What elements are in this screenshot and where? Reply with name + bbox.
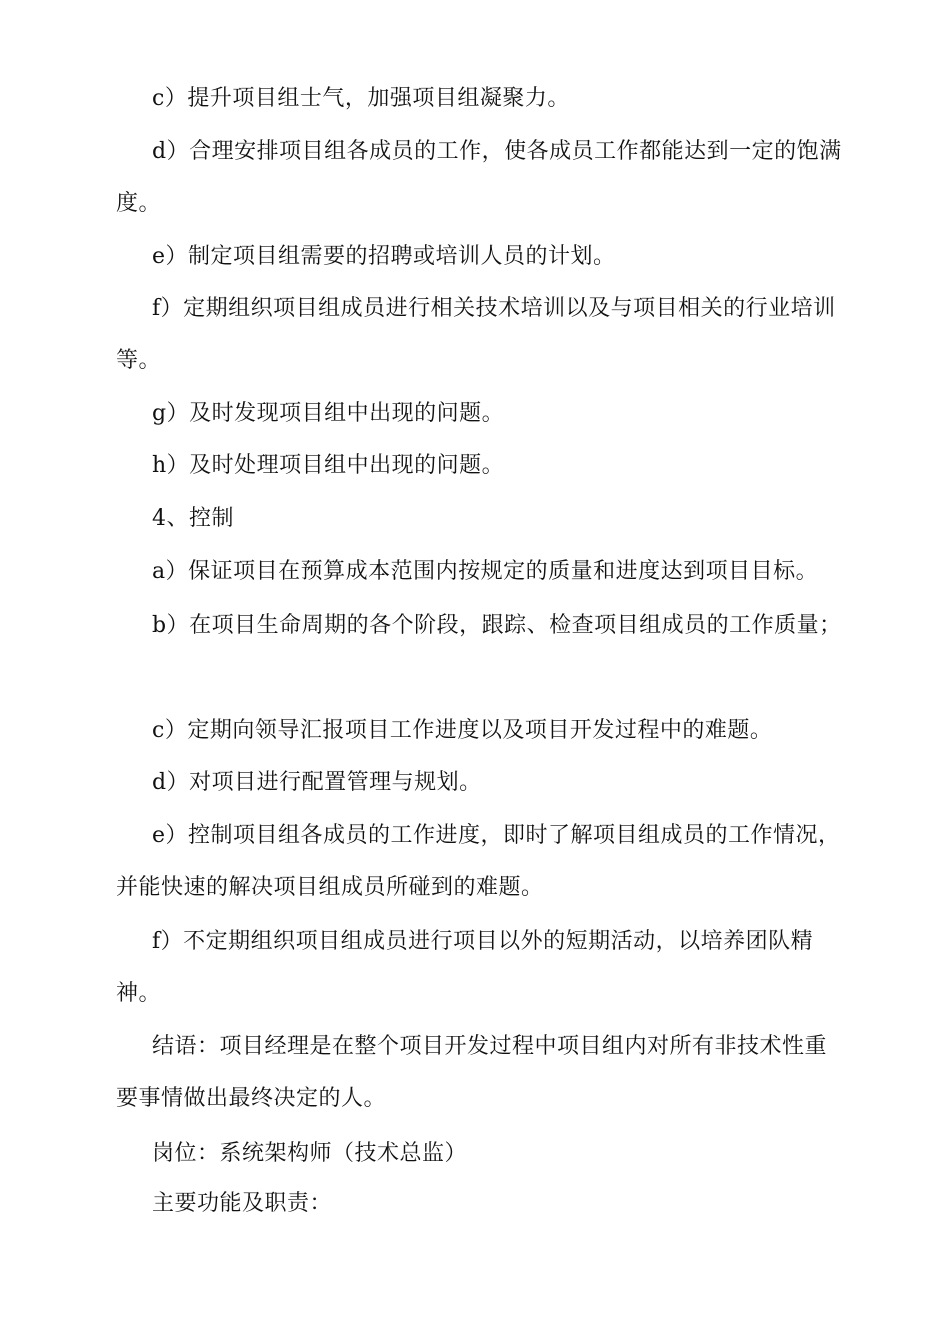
paragraph-a-budget-goal: a）保证项目在预算成本范围内按规定的质量和进度达到项目目标。 — [152, 559, 819, 584]
paragraph-e-recruit-plan: e）制定项目组需要的招聘或培训人员的计划。 — [152, 244, 616, 269]
paragraph-position-title: 岗位：系统架构师（技术总监） — [152, 1141, 468, 1166]
paragraph-d-arrange-work: d）合理安排项目组各成员的工作，使各成员工作都能达到一定的饱满度。 — [116, 139, 842, 216]
paragraph-conclusion: 结语：项目经理是在整个项目开发过程中项目组内对所有非技术性重要事情做出最终决定的人。 — [116, 1034, 828, 1111]
section-heading-control: 4、控制 — [152, 506, 234, 531]
paragraph-f-training: f）定期组织项目组成员进行相关技术培训以及与项目相关的行业培训等。 — [116, 296, 836, 373]
paragraph-g-find-issues: g）及时发现项目组中出现的问题。 — [152, 401, 505, 426]
paragraph-h-handle-issues: h）及时处理项目组中出现的问题。 — [152, 453, 505, 478]
paragraph-d-config-management: d）对项目进行配置管理与规划。 — [152, 770, 482, 795]
paragraph-b-track-quality: b）在项目生命周期的各个阶段，跟踪、检查项目组成员的工作质量； — [152, 613, 842, 638]
paragraph-f-team-activities: f）不定期组织项目组成员进行项目以外的短期活动，以培养团队精神。 — [116, 929, 814, 1006]
paragraph-c-morale: c）提升项目组士气，加强项目组凝聚力。 — [152, 86, 570, 111]
paragraph-main-duties-heading: 主要功能及职责： — [152, 1191, 333, 1216]
paragraph-e-control-progress: e）控制项目组各成员的工作进度，即时了解项目组成员的工作情况，并能快速的解决项目组成员所碰到的难题。 — [116, 823, 841, 900]
paragraph-c-report-progress: c）定期向领导汇报项目工作进度以及项目开发过程中的难题。 — [152, 718, 773, 743]
